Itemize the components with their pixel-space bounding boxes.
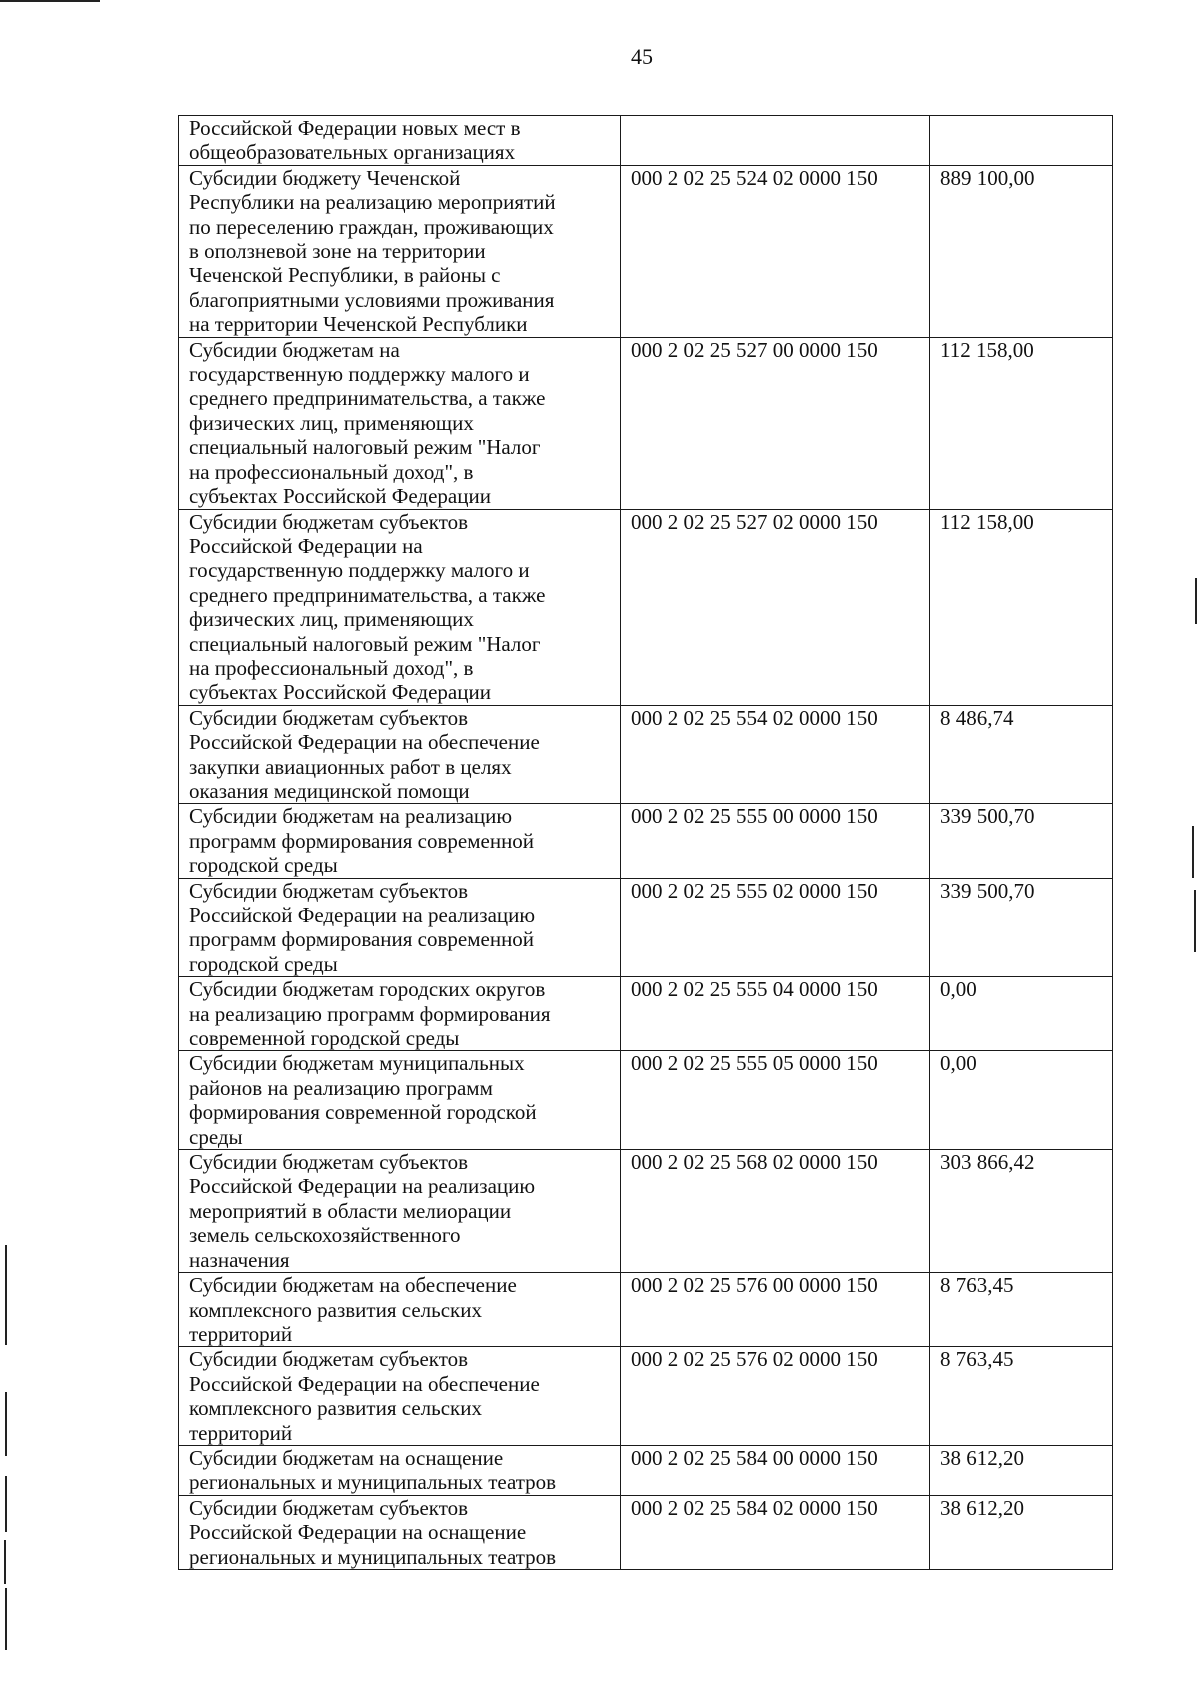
amount-cell: 889 100,00: [930, 165, 1113, 337]
amount-cell: 339 500,70: [930, 878, 1113, 977]
budget-code-cell: 000 2 02 25 555 02 0000 150: [621, 878, 930, 977]
item-name-cell: Субсидии бюджетам субъектов Российской Федерации на обеспечение закупки авиационных работ в целях оказания медицинской помощи: [179, 705, 621, 804]
budget-code-cell: 000 2 02 25 576 00 0000 150: [621, 1273, 930, 1347]
amount-cell: 303 866,42: [930, 1150, 1113, 1273]
item-name-cell: Субсидии бюджетам муниципальных районов на реализацию программ формирования современной городской среды: [179, 1051, 621, 1150]
budget-code-cell: 000 2 02 25 527 00 0000 150: [621, 337, 930, 509]
item-name-cell: Субсидии бюджетам субъектов Российской Федерации на государственную поддержку малого и среднего предпринимательства, а также физических лиц, применяющих специальный налоговый режим "Налог на профессиональный доход", в субъектах Российской Федерации: [179, 509, 621, 705]
amount-cell: [930, 116, 1113, 166]
table-row: [179, 878, 1113, 977]
table-row: [179, 1445, 1113, 1495]
amount-cell: 8 763,45: [930, 1347, 1113, 1446]
item-name-cell: Субсидии бюджетам субъектов Российской Федерации на обеспечение комплексного развития сельских территорий: [179, 1347, 621, 1446]
scan-mark: [5, 1588, 7, 1650]
budget-code-cell: 000 2 02 25 584 00 0000 150: [621, 1445, 930, 1495]
scan-mark: [1194, 890, 1196, 952]
amount-cell: 8 763,45: [930, 1273, 1113, 1347]
budget-code-cell: 000 2 02 25 524 02 0000 150: [621, 165, 930, 337]
amount-cell: 112 158,00: [930, 337, 1113, 509]
table-row: [179, 804, 1113, 878]
budget-table-body: [179, 116, 1113, 1570]
budget-table: [178, 115, 1113, 1570]
budget-code-cell: 000 2 02 25 576 02 0000 150: [621, 1347, 930, 1446]
item-name-cell: Субсидии бюджетам на обеспечение комплексного развития сельских территорий: [179, 1273, 621, 1347]
scan-mark: [1195, 578, 1197, 624]
item-name-cell: Российской Федерации новых мест в общеобразовательных организациях: [179, 116, 621, 166]
scan-mark: [1192, 826, 1194, 878]
table-row: [179, 1051, 1113, 1150]
item-name-cell: Субсидии бюджетам субъектов Российской Федерации на оснащение региональных и муниципальных театров: [179, 1495, 621, 1569]
amount-cell: 8 486,74: [930, 705, 1113, 804]
table-row: [179, 705, 1113, 804]
budget-code-cell: 000 2 02 25 555 04 0000 150: [621, 977, 930, 1051]
item-name-cell: Субсидии бюджетам на государственную поддержку малого и среднего предпринимательства, а также физических лиц, применяющих специальный налоговый режим "Налог на профессиональный доход", в субъектах Российской Федерации: [179, 337, 621, 509]
table-row: [179, 116, 1113, 166]
table-row: [179, 165, 1113, 337]
scan-mark: [5, 1476, 7, 1532]
amount-cell: 339 500,70: [930, 804, 1113, 878]
amount-cell: 0,00: [930, 977, 1113, 1051]
budget-code-cell: 000 2 02 25 527 02 0000 150: [621, 509, 930, 705]
item-name-cell: Субсидии бюджетам субъектов Российской Федерации на реализацию мероприятий в области мелиорации земель сельскохозяйственного назначения: [179, 1150, 621, 1273]
amount-cell: 38 612,20: [930, 1445, 1113, 1495]
table-row: [179, 1347, 1113, 1446]
item-name-cell: Субсидии бюджетам на оснащение региональных и муниципальных театров: [179, 1445, 621, 1495]
table-row: [179, 509, 1113, 705]
budget-code-cell: [621, 116, 930, 166]
budget-code-cell: 000 2 02 25 554 02 0000 150: [621, 705, 930, 804]
table-row: [179, 977, 1113, 1051]
top-rule: [0, 0, 100, 2]
item-name-cell: Субсидии бюджету Чеченской Республики на реализацию мероприятий по переселению граждан, проживающих в оползневой зоне на территории Чеченской Республики, в районы с благоприятными условиями проживания на территории Чеченской Республики: [179, 165, 621, 337]
item-name-cell: Субсидии бюджетам на реализацию программ формирования современной городской среды: [179, 804, 621, 878]
amount-cell: 38 612,20: [930, 1495, 1113, 1569]
budget-code-cell: 000 2 02 25 555 05 0000 150: [621, 1051, 930, 1150]
table-row: [179, 1273, 1113, 1347]
budget-code-cell: 000 2 02 25 584 02 0000 150: [621, 1495, 930, 1569]
amount-cell: 112 158,00: [930, 509, 1113, 705]
page-number: 45: [631, 44, 653, 69]
item-name-cell: Субсидии бюджетам субъектов Российской Федерации на реализацию программ формирования современной городской среды: [179, 878, 621, 977]
scan-mark: [4, 1540, 6, 1584]
scan-mark: [5, 1245, 7, 1345]
table-row: [179, 1495, 1113, 1569]
item-name-cell: Субсидии бюджетам городских округов на реализацию программ формирования современной городской среды: [179, 977, 621, 1051]
scan-mark: [5, 1392, 7, 1456]
budget-code-cell: 000 2 02 25 568 02 0000 150: [621, 1150, 930, 1273]
table-row: [179, 337, 1113, 509]
amount-cell: 0,00: [930, 1051, 1113, 1150]
budget-code-cell: 000 2 02 25 555 00 0000 150: [621, 804, 930, 878]
table-row: [179, 1150, 1113, 1273]
